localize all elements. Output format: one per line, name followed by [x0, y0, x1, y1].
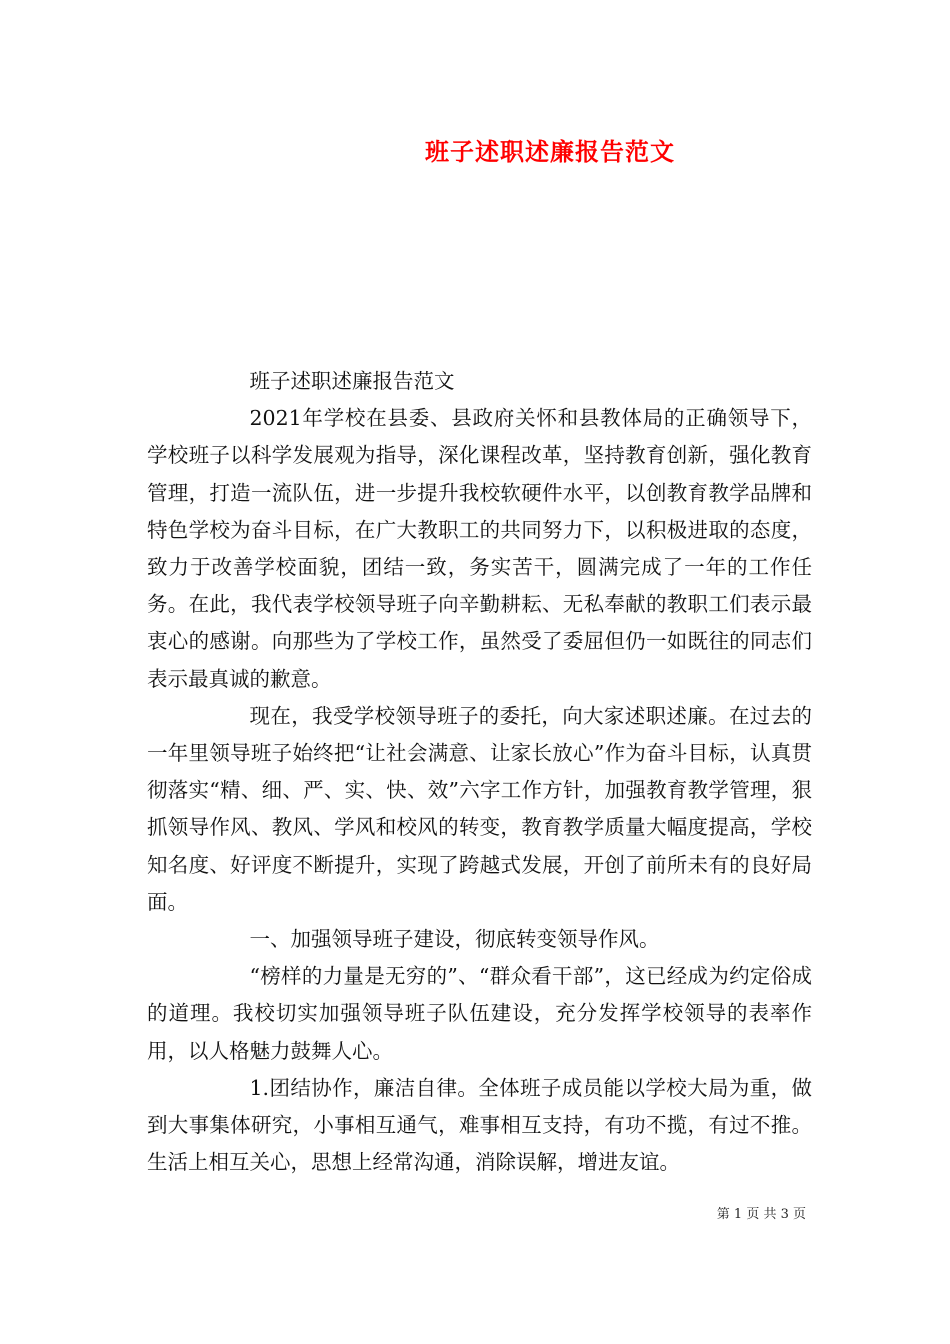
document-body [147, 363, 812, 1181]
page-number: 第 1 页 共 3 页 [716, 1207, 806, 1222]
paragraph-report: 现在，我受学校领导班子的委托，向大家述职述廉。在过去的一年里领导班子始终把“让社会满意、让家长放心”作为奋斗目标，认真贯彻落实“精、细、严、实、快、效”六字工作方针，加强教育教学管理，狠抓领导作风、教风、学风和校风的转变，教育教学质量大幅度提高，学校知名度、好评度不断提升，实现了跨越式发展，开创了前所未有的良好局面。 [147, 703, 812, 914]
document-title: 班子述职述廉报告范文 [425, 137, 675, 166]
paragraph-intro: 2021年学校在县委、县政府关怀和县教体局的正确领导下，学校班子以科学发展观为指导，深化课程改革，坚持教育创新，强化教育管理，打造一流队伍，进一步提升我校软硬件水平，以创教育教学品牌和特色学校为奋斗目标，在广大教职工的共同努力下，以积极进取的态度，致力于改善学校面貌，团结一致，务实苦干，圆满完成了一年的工作任务。在此，我代表学校领导班子向辛勤耕耘、无私奉献的教职工们表示最衷心的感谢。向那些为了学校工作，虽然受了委屈但仍一如既往的同志们表示最真诚的歉意。 [147, 406, 812, 691]
paragraph-unity: 1.团结协作，廉洁自律。全体班子成员能以学校大局为重，做到大事集体研究，小事相互通气，难事相互支持，有功不揽，有过不推。生活上相互关心，思想上经常沟通，消除误解，增进友谊。 [147, 1075, 812, 1175]
section-heading-1: 一、加强领导班子建设，彻底转变领导作风。 [249, 927, 660, 952]
document-subtitle: 班子述职述廉报告范文 [249, 369, 455, 393]
paragraph-role-model: “榜样的力量是无穷的”、“群众看干部”，这已经成为约定俗成的道理。我校切实加强领导班子队伍建设，充分发挥学校领导的表率作用，以人格魅力鼓舞人心。 [147, 964, 812, 1063]
